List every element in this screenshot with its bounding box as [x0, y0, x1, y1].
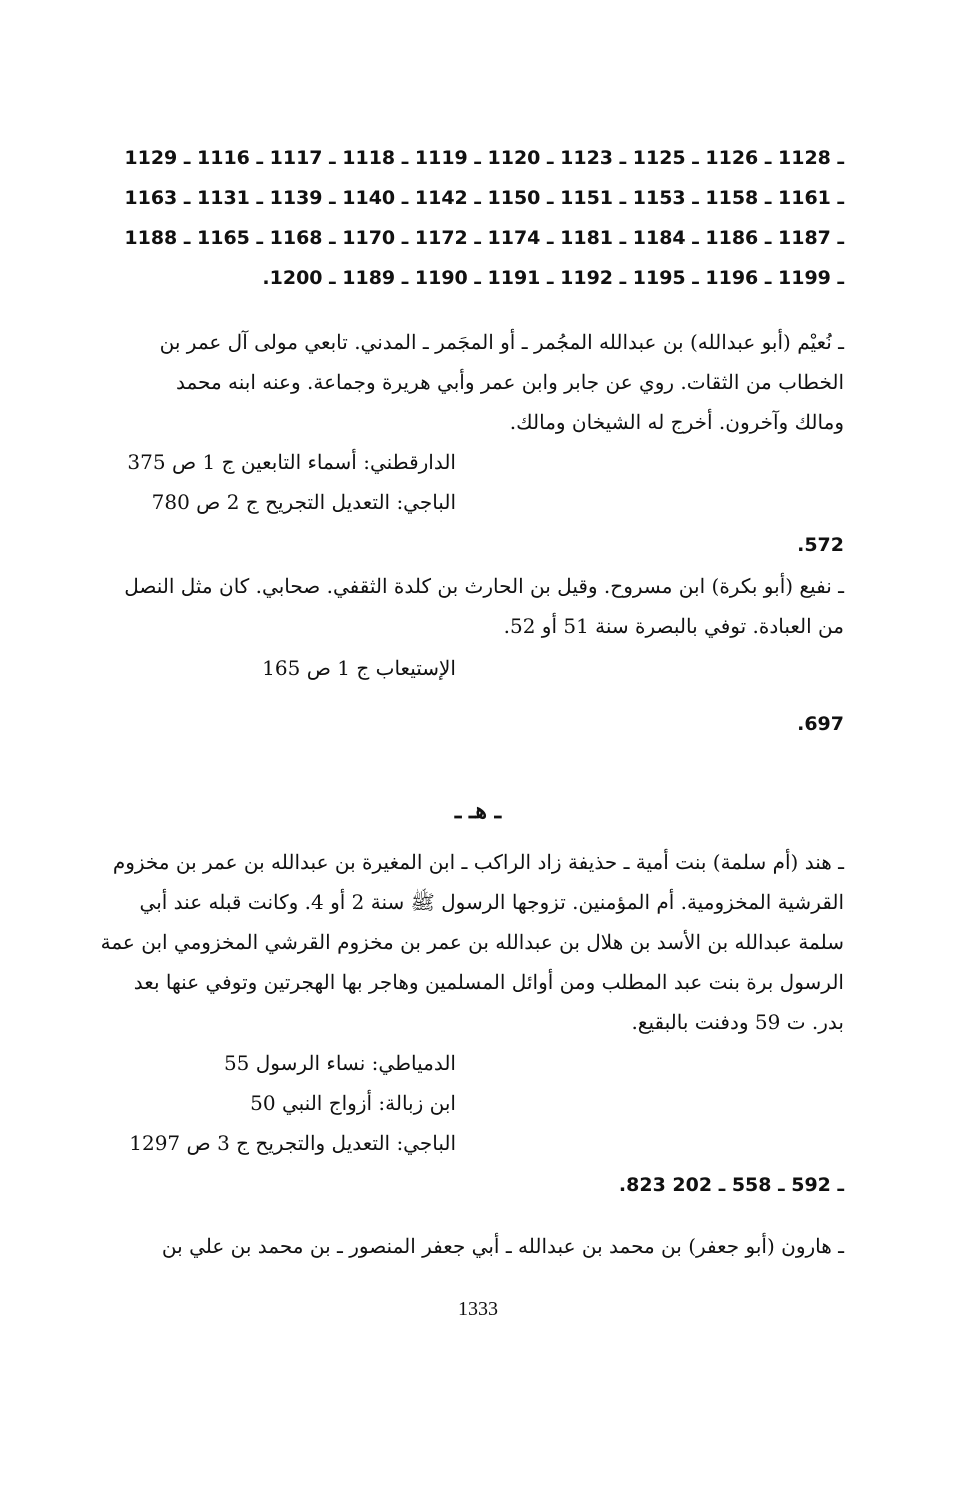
top-number-list [74, 138, 844, 298]
entry-line: من العبادة. توفي بالبصرة سنة 51 أو 52. [503, 614, 844, 638]
entry-line: ـ نُعيْم (أبو عبدالله) بن عبدالله المجُمر ـ أو المجَمر ـ المدني. تابعي مولى آل عمر بن [159, 330, 844, 354]
number-line-3: 1188 ـ 1187 ـ 1186 ـ 1184 ـ 1181 ـ 1174 ـ 1172 ـ 1170 ـ 1168 ـ 1165 ـ [124, 227, 844, 249]
entry-harun-text [74, 1226, 844, 1266]
entry-cross-ref-number: .697 [797, 713, 844, 735]
reference-line: الدارقطني: أسماء التابعين ج 1 ص 375 [127, 450, 456, 474]
entry-nuaym-text [74, 322, 844, 442]
page-number: 1333 [458, 1298, 498, 1320]
reference-line: الإستيعاب ج 1 ص 165 [262, 656, 456, 680]
number-line-1: 1129 ـ 1128 ـ 1126 ـ 1125 ـ 1123 ـ 1120 ـ 1119 ـ 1118 ـ 1117 ـ 1116 ـ [124, 147, 844, 169]
entry-line: ومالك وآخرون. أخرج له الشيخان ومالك. [509, 410, 844, 434]
entry-line: القرشية المخزومية. أم المؤمنين. تزوجها الرسول ﷺ سنة 2 أو 4. وكانت قبله عند أبي [139, 890, 844, 914]
entry-line: ـ هارون (أبو جعفر) بن محمد بن عبدالله ـ أبي جعفر المنصور ـ بن محمد بن علي بن [161, 1234, 844, 1258]
number-line-2: 1163 ـ 1161 ـ 1158 ـ 1153 ـ 1151 ـ 1150 ـ 1142 ـ 1140 ـ 1139 ـ 1131 ـ [124, 187, 844, 209]
entry-cross-ref-number: .823 ـ 592 ـ 558 ـ 202 [618, 1174, 844, 1196]
reference-line: ابن زبالة: أزواج النبي 50 [250, 1091, 456, 1115]
entry-line: الرسول برة بنت عبد المطلب ومن أوائل المسلمين وهاجر بها الهجرتين وتوفي عنها بعد [133, 970, 844, 994]
section-heading: ـ هـ ـ [454, 798, 502, 824]
reference-line: الباجي: التعديل التجريح ج 2 ص 780 [151, 490, 456, 514]
entry-line: ـ نفيع (أبو بكرة) ابن مسروح. وقيل بن الحارث بن كلدة الثقفي. صحابي. كان مثل النصل [124, 574, 844, 598]
reference-line: الدمياطي: نساء الرسول 55 [223, 1051, 456, 1075]
entry-line: ـ هند (أم سلمة) بنت أمية ـ حذيفة زاد الراكب ـ ابن المغيرة بن عبدالله بن عمر بن مخزوم [112, 850, 844, 874]
entry-line: الخطاب من الثقات. روي عن جابر وابن عمر وأبي هريرة وجماعة. وعنه ابنه محمد [176, 370, 844, 394]
entry-line: سلمة عبدالله بن الأسد بن هلال بن عبدالله بن عمر بن مخزوم القرشي المخزومي ابن عمة [100, 930, 844, 954]
entry-cross-ref-number: .572 [797, 534, 844, 556]
entry-nufay-text [74, 566, 844, 646]
entry-hind-text [74, 842, 844, 1042]
reference-line: الباجي: التعديل والتجريح ج 3 ص 1297 [129, 1131, 456, 1155]
number-line-4: .1200 ـ 1199 ـ 1196 ـ 1195 ـ 1192 ـ 1191 ـ 1190 ـ 1189 ـ [262, 267, 844, 289]
entry-line: بدر. ت 59 ودفنت بالبقيع. [631, 1010, 844, 1034]
